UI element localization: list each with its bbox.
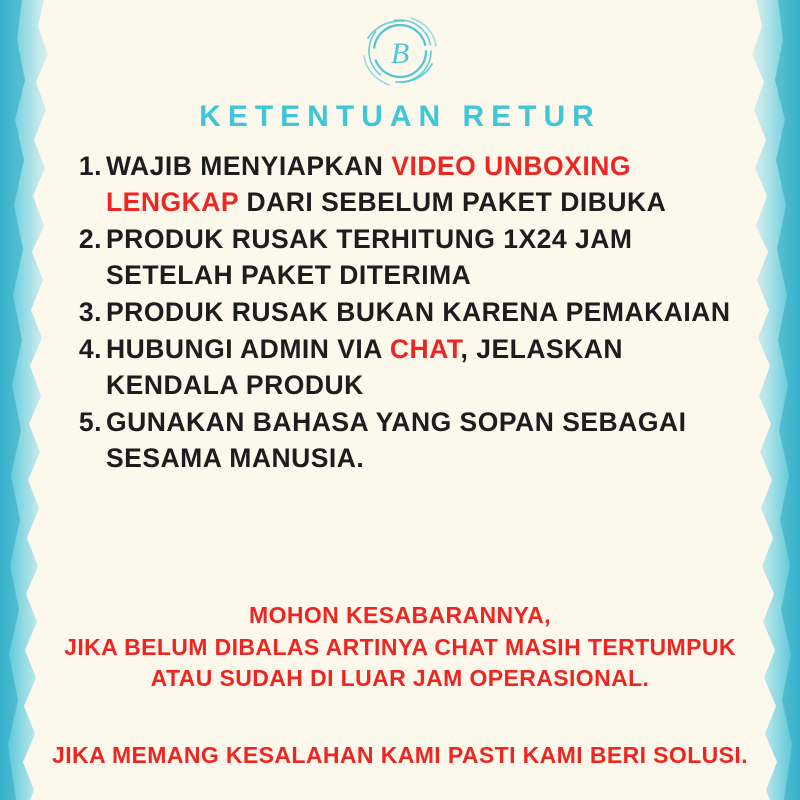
list-item-text	[106, 221, 758, 293]
logo-letter: B	[390, 37, 410, 70]
list-item-number: 3.	[78, 297, 102, 328]
list-item-number: 4.	[78, 334, 102, 365]
rule-segment: GUNAKAN BAHASA YANG SOPAN SEBAGAI SESAMA MANUSIA.	[106, 407, 687, 474]
rule-segment: HUBUNGI ADMIN VIA	[106, 334, 390, 365]
rule-segment: , JELASKAN KENDALA PRODUK	[106, 334, 624, 401]
closing-line-1: MOHON KESABARANNYA,	[249, 602, 551, 628]
rule-segment-highlight: VIDEO UNBOXING LENGKAP	[106, 151, 631, 218]
closing-note: JIKA MEMANG KESALAHAN KAMI PASTI KAMI BERI SOLUSI.	[52, 742, 748, 768]
list-item	[68, 221, 758, 293]
list-item	[68, 294, 758, 330]
rule-segment: DARI SEBELUM PAKET DIBUKA	[238, 187, 667, 218]
list-item	[68, 404, 758, 476]
list-item-number: 5.	[78, 407, 102, 438]
logo-container	[0, 8, 800, 94]
page-title: KETENTUAN RETUR	[199, 100, 601, 133]
list-item-text	[106, 148, 758, 220]
list-item-text	[106, 331, 758, 403]
closing-message	[0, 600, 800, 695]
rule-segment: PRODUK RUSAK TERHITUNG 1X24 JAM SETELAH PAKET DITERIMA	[106, 224, 633, 291]
list-item	[68, 331, 758, 403]
list-item	[68, 148, 758, 220]
brand-monogram-logo	[346, 8, 454, 94]
rules-list	[68, 148, 758, 477]
closing-line-3: ATAU SUDAH DI LUAR JAM OPERASIONAL.	[150, 665, 650, 692]
closing-line-2: JIKA BELUM DIBALAS ARTINYA CHAT MASIH TERTUMPUK	[64, 633, 736, 660]
list-item-text	[106, 294, 758, 330]
rule-segment: WAJIB MENYIAPKAN	[106, 151, 392, 181]
list-item-text	[106, 404, 758, 476]
rule-segment-highlight: CHAT	[389, 334, 461, 365]
list-item-number: 1.	[78, 151, 102, 181]
list-item-number: 2.	[78, 224, 102, 255]
rule-segment: PRODUK RUSAK BUKAN KARENA PEMAKAIAN	[106, 297, 731, 328]
